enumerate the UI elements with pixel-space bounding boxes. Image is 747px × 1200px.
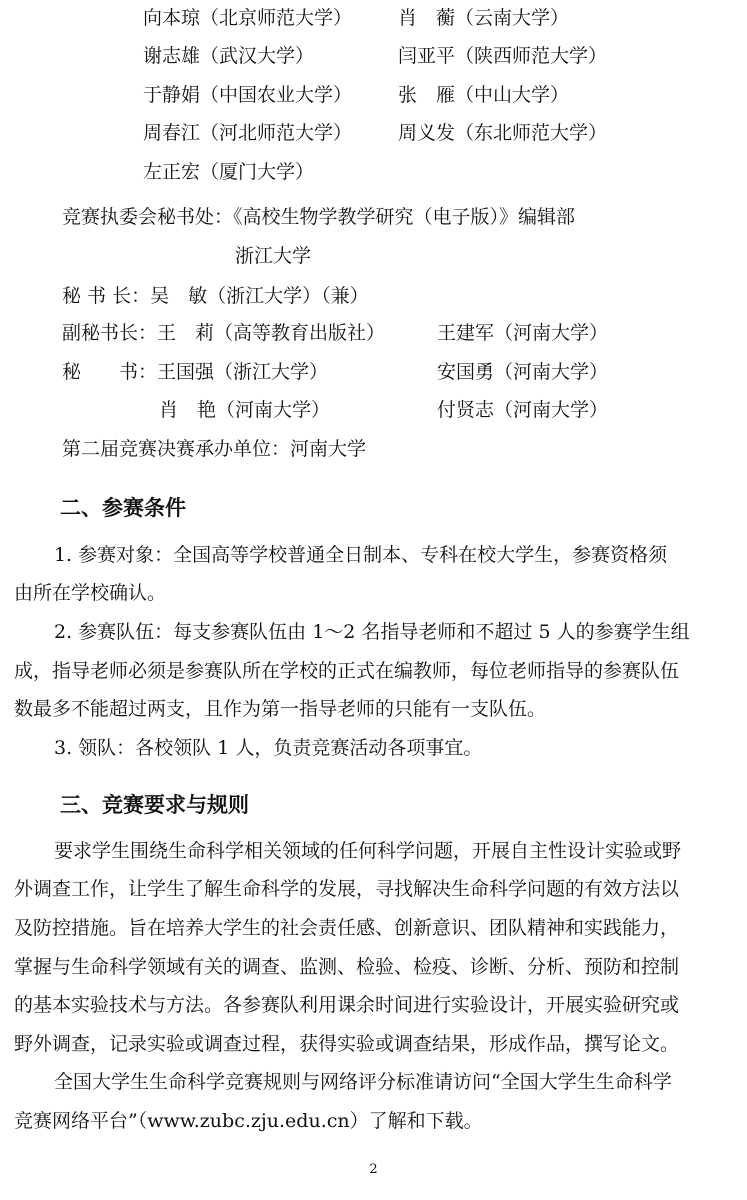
section3-p2-line2: 竞赛网络平台”（www.zubc.zju.edu.cn）了解和下载。 bbox=[14, 1110, 483, 1132]
page-number: 2 bbox=[369, 1162, 378, 1177]
member-right-4: 周义发（东北师范大学） bbox=[398, 122, 608, 144]
section2-p3-line1: 3. 领队：各校领队 1 人，负责竞赛活动各项事宜。 bbox=[54, 737, 483, 759]
section3-p2-line1: 全国大学生生命科学竞赛规则与网络评分标准请访问“全国大学生生命科学 bbox=[54, 1071, 672, 1093]
member-right-2: 闫亚平（陕西师范大学） bbox=[398, 45, 608, 67]
section2-heading: 二、参赛条件 bbox=[60, 496, 186, 520]
section2-p2-line3: 数最多不能超过两支，且作为第一指导老师的只能有一支队伍。 bbox=[14, 698, 547, 720]
member-left-5: 左正宏（厦门大学） bbox=[143, 161, 315, 183]
member-left-4: 周春江（河北师范大学） bbox=[143, 122, 353, 144]
secretariat-line2: 浙江大学 bbox=[235, 245, 312, 267]
secretaries-left-1: 秘 书：王国强（浙江大学） bbox=[62, 361, 329, 383]
section3-p1-line5: 的基本实验技术与方法。各参赛队利用课余时间进行实验设计，开展实验研究或 bbox=[14, 994, 680, 1016]
section2-p1-line1: 1. 参赛对象：全国高等学校普通全日制本、专科在校大学生，参赛资格须 bbox=[54, 544, 668, 566]
secretaries-right-2: 付贤志（河南大学） bbox=[437, 399, 609, 421]
section3-p1-line4: 掌握与生命科学领域有关的调查、监测、检验、检疫、诊断、分析、预防和控制 bbox=[14, 956, 680, 978]
section3-heading: 三、竞赛要求与规则 bbox=[60, 793, 249, 817]
section3-p1-line3: 及防控措施。旨在培养大学生的社会责任感、创新意识、团队精神和实践能力， bbox=[14, 917, 680, 939]
secretariat-line1: 竞赛执委会秘书处：《高校生物学教学研究（电子版）》编辑部 bbox=[62, 206, 576, 228]
section3-p1-line6: 野外调查，记录实验或调查过程，获得实验或调查结果，形成作品，撰写论文。 bbox=[14, 1033, 680, 1055]
deputy-secretary-left: 副秘书长：王 莉（高等教育出版社） bbox=[62, 322, 386, 344]
deputy-secretary-right: 王建军（河南大学） bbox=[437, 322, 609, 344]
section3-p1-line2: 外调查工作，让学生了解生命科学的发展，寻找解决生命科学问题的有效方法以 bbox=[14, 878, 680, 900]
member-right-1: 肖 蘅（云南大学） bbox=[398, 7, 570, 29]
section2-p2-line2: 成，指导老师必须是参赛队所在学校的正式在编教师，每位老师指导的参赛队伍 bbox=[14, 660, 680, 682]
member-left-2: 谢志雄（武汉大学） bbox=[143, 45, 315, 67]
secretaries-left-2: 肖 艳（河南大学） bbox=[159, 399, 331, 421]
section3-p1-line1: 要求学生围绕生命科学相关领域的任何科学问题，开展自主性设计实验或野 bbox=[54, 840, 682, 862]
section2-p2-line1: 2. 参赛队伍：每支参赛队伍由 1～2 名指导老师和不超过 5 人的参赛学生组 bbox=[54, 621, 690, 643]
member-left-1: 向本琼（北京师范大学） bbox=[143, 7, 353, 29]
member-right-3: 张 雁（中山大学） bbox=[398, 84, 570, 106]
member-left-3: 于静娟（中国农业大学） bbox=[143, 84, 353, 106]
secretaries-right-1: 安国勇（河南大学） bbox=[437, 361, 609, 383]
host-university: 第二届竞赛决赛承办单位：河南大学 bbox=[62, 438, 367, 460]
section2-p1-line2: 由所在学校确认。 bbox=[14, 582, 167, 604]
secretary-general: 秘 书 长：吴 敏（浙江大学）（兼） bbox=[62, 285, 369, 307]
